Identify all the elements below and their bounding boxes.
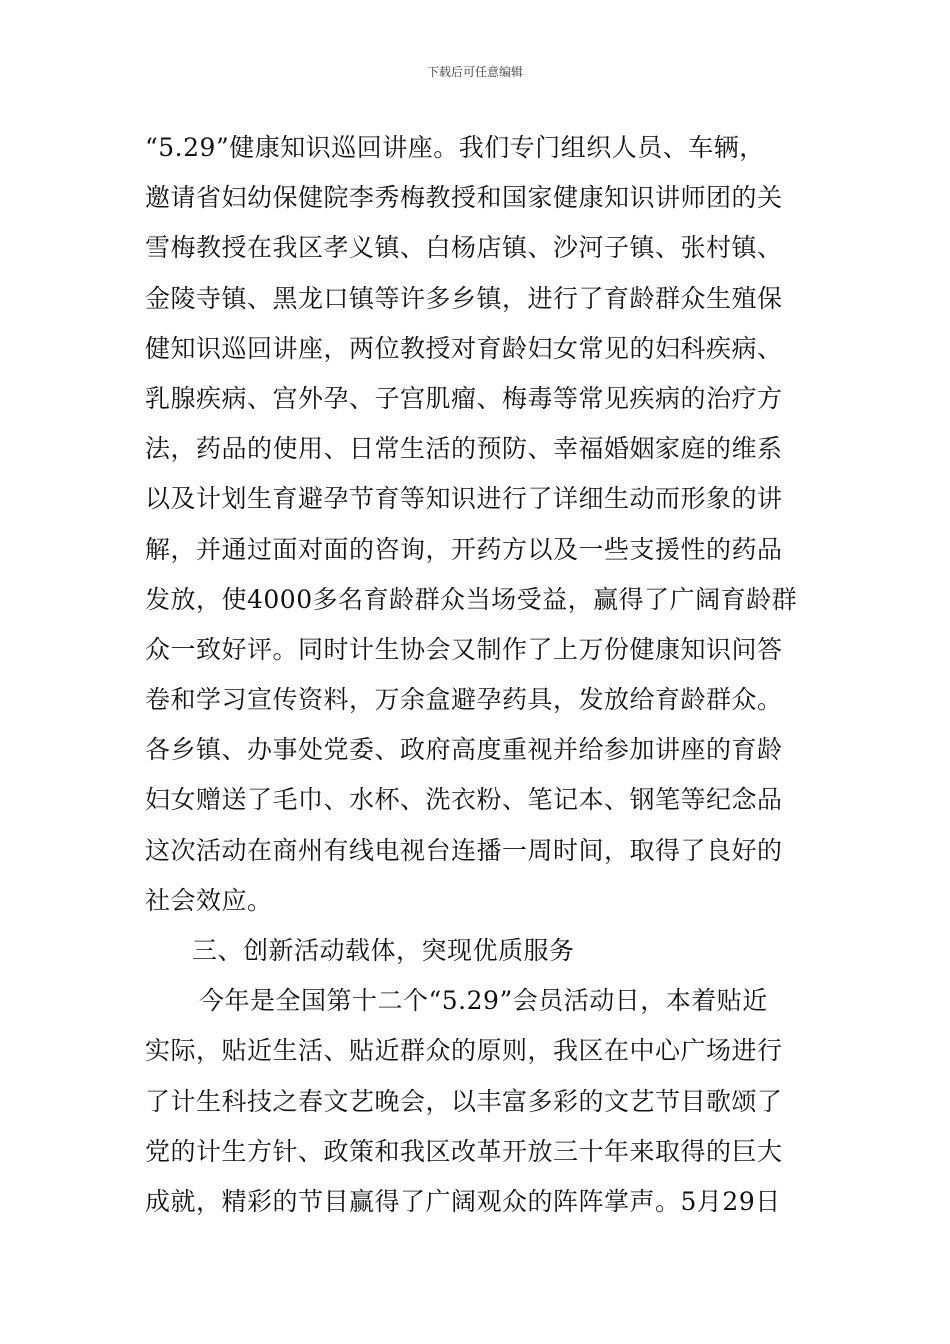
text-line: 以及计划生育避孕节育等知识进行了详细生动而形象的讲 [145, 484, 783, 514]
text-line: 这次活动在商州有线电视台连播一周时间，取得了良好的 [145, 835, 783, 865]
text-line: 解，并通过面对面的咨询，开药方以及一些支援性的药品 [145, 534, 783, 564]
text-line: 各乡镇、办事处党委、政府高度重视并给参加讲座的育龄 [145, 735, 783, 765]
text-line: 了计生科技之春文艺晚会，以丰富多彩的文艺节目歌颂了 [145, 1086, 783, 1116]
text-line: 众一致好评。同时计生协会又制作了上万份健康知识问答 [145, 634, 783, 664]
text-line: 法，药品的使用、日常生活的预防、幸福婚姻家庭的维系 [145, 434, 783, 464]
text-line: 实际，贴近生活、贴近群众的原则，我区在中心广场进行 [145, 1036, 783, 1066]
text-line: 党的计生方针、政策和我区改革开放三十年来取得的巨大 [145, 1136, 783, 1166]
text-line: 雪梅教授在我区孝义镇、白杨店镇、沙河子镇、张村镇、 [145, 233, 783, 263]
text-line: 成就，精彩的节目赢得了广阔观众的阵阵掌声。5月29日 [145, 1186, 781, 1216]
text-line: 社会效应。 [145, 885, 273, 915]
text-line: 健知识巡回讲座，两位教授对育龄妇女常见的妇科疾病、 [145, 333, 783, 363]
text-line: 邀请省妇幼保健院李秀梅教授和国家健康知识讲师团的关 [145, 183, 783, 213]
section-heading: 三、创新活动载体，突现优质服务 [192, 936, 575, 965]
text-line: 今年是全国第十二个“5.29”会员活动日，本着贴近 [199, 986, 768, 1016]
text-line: 卷和学习宣传资料，万余盒避孕药具，发放给育龄群众。 [145, 685, 783, 715]
document-body [145, 126, 810, 1230]
text-line: “5.29”健康知识巡回讲座。我们专门组织人员、车辆， [145, 133, 765, 162]
text-line: 乳腺疾病、宫外孕、子宫肌瘤、梅毒等常见疾病的治疗方 [145, 383, 783, 413]
text-line: 发放，使4000多名育龄群众当场受益，赢得了广阔育龄群 [145, 584, 798, 614]
page-header: 下载后可任意编辑 [426, 65, 523, 79]
text-line: 妇女赠送了毛巾、水杯、洗衣粉、笔记本、钢笔等纪念品 [145, 785, 783, 815]
text-line: 金陵寺镇、黑龙口镇等许多乡镇，进行了育龄群众生殖保 [145, 283, 783, 313]
